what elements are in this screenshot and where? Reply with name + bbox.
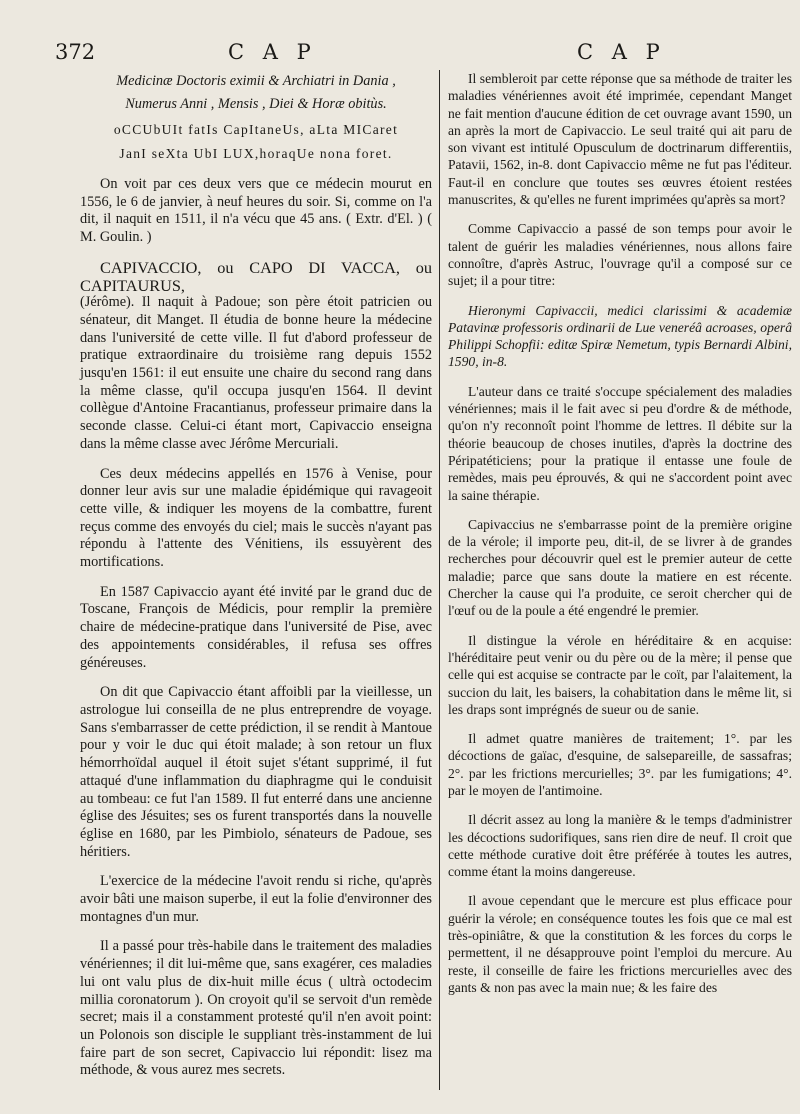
running-head-right: C A P — [577, 40, 666, 64]
paragraph: Comme Capivaccio a passé de son temps pour avoir le talent de guérir les maladies vénériennes, nous allons faire connoître, d'après Astruc, l'ouvrage qu'il a composé sur ce sujet; il a pour titre: — [448, 221, 792, 289]
book-title: Hieronymi Capivaccii, medici clarissimi & academiæ Patavinæ professoris ordinarii de Lue veneréâ acroases, operâ Philippi Schopfii: editæ Spiræ Nemetum, typis Bernardi Albini, 1590, in-8. — [448, 302, 792, 370]
paragraph: En 1587 Capivaccio ayant été invité par le grand duc de Toscane, François de Médicis, pour remplir la première chaire de médecine-pratique dans l'université de Pise, avec des appointements considérables, il refusa ses offres généreuses. — [80, 583, 432, 671]
right-column — [448, 70, 792, 996]
paragraph: Il sembleroit par cette réponse que sa méthode de traiter les maladies vénériennes avoit été imprimée, cependant Manget ne fait mention d'aucune édition de cet ouvrage avant 1590, un an après la mort de Capivaccio. Le seul traité qui ait paru de son vivant est intitulé Opusculum de doctrinarum differentiis, Patavii, 1562, in-8. dont Capivaccio même ne fut pas l'éditeur. Faut-il en conclure que toutes ses œuvres étoient restées manuscrites, & qu'elles ne furent imprimées qu'après sa mort? — [448, 71, 792, 208]
paragraph: Ces deux médecins appellés en 1576 à Venise, pour donner leur avis sur une maladie épidémique qui ravageoit cette ville, & indiquer les moyens de la combattre, furent reçus comme des envoyés du ciel; mais le succès n'ayant pas répondu à l'attente des Vénitiens, ils essuyèrent des mortifications. — [80, 465, 432, 571]
chronogram-line: JanI seXta UbI LUX,horaqUe nona foret. — [119, 146, 393, 161]
paragraph: Il a passé pour très-habile dans le traitement des maladies vénériennes; il dit lui-même que, sans exagérer, ces maladies lui ont valu plus de dix-huit mille écus ( ultrà octodecim millia coronatorum ). On croyoit qu'il se servoit d'un remède secret; mais il a constamment protesté qu'il n'en avoit point: un Polonois son disciple le suppliant très-instamment de lui faire part de son secret, Capivaccio lui répondit: lisez ma méthode, & vous aurez mes secrets. — [80, 938, 432, 1079]
paragraph: Il admet quatre manières de traitement; 1°. par les décoctions de gaïac, d'esquine, de salsepareille, de sassafras; 2°. par les frictions mercurielles; 3°. par les fumigations; 4°. par le moyen de l'antimoine. — [448, 731, 792, 798]
paragraph: Capivaccius ne s'embarrasse point de la première origine de la vérole; il importe peu, dit-il, de se livrer à de grandes recherches pour découvrir quel est le premier auteur de cette maladie; parce que sans doute la matiere en est récente. Chercher la cause qui l'a produite, ce seroit chercher qui de l'œuf ou de la poule a été engendré le premier. — [448, 516, 792, 619]
page-header — [0, 40, 800, 70]
paragraph: Il décrit assez au long la manière & le temps d'administrer les décoctions sudorifiques, sans rien dire de neuf. Il croit que cette méthode curative doit être préférée à toutes les autres, comme étant la moins dangereuse. — [448, 812, 792, 880]
paragraph: L'exercice de la médecine l'avoit rendu si riche, qu'après avoir bâti une maison superbe, il eut la folie d'environner des montagnes d'un mur. — [80, 873, 432, 925]
paragraph: Il distingue la vérole en héréditaire & en acquise: l'héréditaire peut venir ou du père ou de la mère; il pense que celle qui est acquise se contracte par le coït, par l'alaitement, la succion du lait, les baisers, la cohabitation dans le même lit, si les draps sont imprégnés de sueur ou de sanie. — [448, 632, 792, 717]
paragraph: On dit que Capivaccio étant affoibli par la vieillesse, un astrologue lui conseilla de ne plus entreprendre de voyage. Sans s'embarrasser de cette prédiction, il se rendit à Mantoue pour y voir le duc qui étoit malade; à son retour un flux hémorrhoïdal auquel il étoit sujet s'étant supprimé, il fut attaqué d'une inflammation du diaphragme qui le conduisit au tombeau: ce fut l'an 1589. Il fut enterré dans une ancienne église des Jésuites; ses os furent transportés dans la nouvelle église en 1680, par les Pimbiolo, sénateurs de Padoue, ses héritiers. — [80, 684, 432, 860]
paragraph: (Jérôme). Il naquit à Padoue; son père étoit patricien ou sénateur, dit Manget. Il étudia de bonne heure la médecine dans l'université de cette ville. Il fut d'abord professeur de pratique extraordinaire du troisième rang depuis 1552 jusqu'en 1561: il eut ensuite une chaire du second rang dans la même classe, qu'il occupa jusqu'en 1564. Il devint collègue d'Antoine Fracantianus, professeur primaire dans la seconde classe. Celui-ci étant mort, Capivaccio enseigna dans la même classe avec Jérôme Mercuriali. — [80, 294, 432, 452]
running-head-left: C A P — [228, 40, 317, 64]
epitaph-line: Numerus Anni , Mensis , Diei & Horæ obitùs. — [125, 96, 387, 112]
entry-heading: CAPIVACCIO, ou CAPO DI VACCA, ou CAPITAURUS, — [80, 257, 432, 295]
page-number: 372 — [55, 40, 96, 64]
epitaph-line: Medicinæ Doctoris eximii & Archiatri in Dania , — [116, 73, 396, 89]
chronogram-line: oCCUbUIt fatIs CapItaneUs, aLta MICaret — [113, 122, 399, 137]
paragraph: On voit par ces deux vers que ce médecin mourut en 1556, le 6 de janvier, à neuf heures du soir. Si, comme on l'a dit, il naquit en 1511, il n'a vécu que 45 ans. ( Extr. d'El. ) ( M. Goulin. ) — [80, 176, 432, 246]
left-column — [80, 70, 432, 1080]
paragraph: L'auteur dans ce traité s'occupe spécialement des maladies vénériennes; mais il le fait avec si peu d'ordre & de méthode, qu'on n'y reconnoît point l'homme de lettres. Il débite sur la théorie beaucoup de choses inutiles, d'après la doctrine des Péripatéticiens; pour la pratique il entasse une foule de remèdes, mais peu éprouvés, & qui ne s'accordent point avec la saine thérapie. — [448, 383, 792, 503]
column-rule — [439, 70, 440, 1090]
paragraph: Il avoue cependant que le mercure est plus efficace pour guérir la vérole; en conséquence toutes les fois que ce mal est très-opiniâtre, & que la constitution & les forces du corps le permettent, il ne désapprouve point l'emploi du mercure. Au reste, il conseille de faire les frictions mercurielles avec des gants & non pas avec la main nue; & les faire des — [448, 893, 792, 995]
